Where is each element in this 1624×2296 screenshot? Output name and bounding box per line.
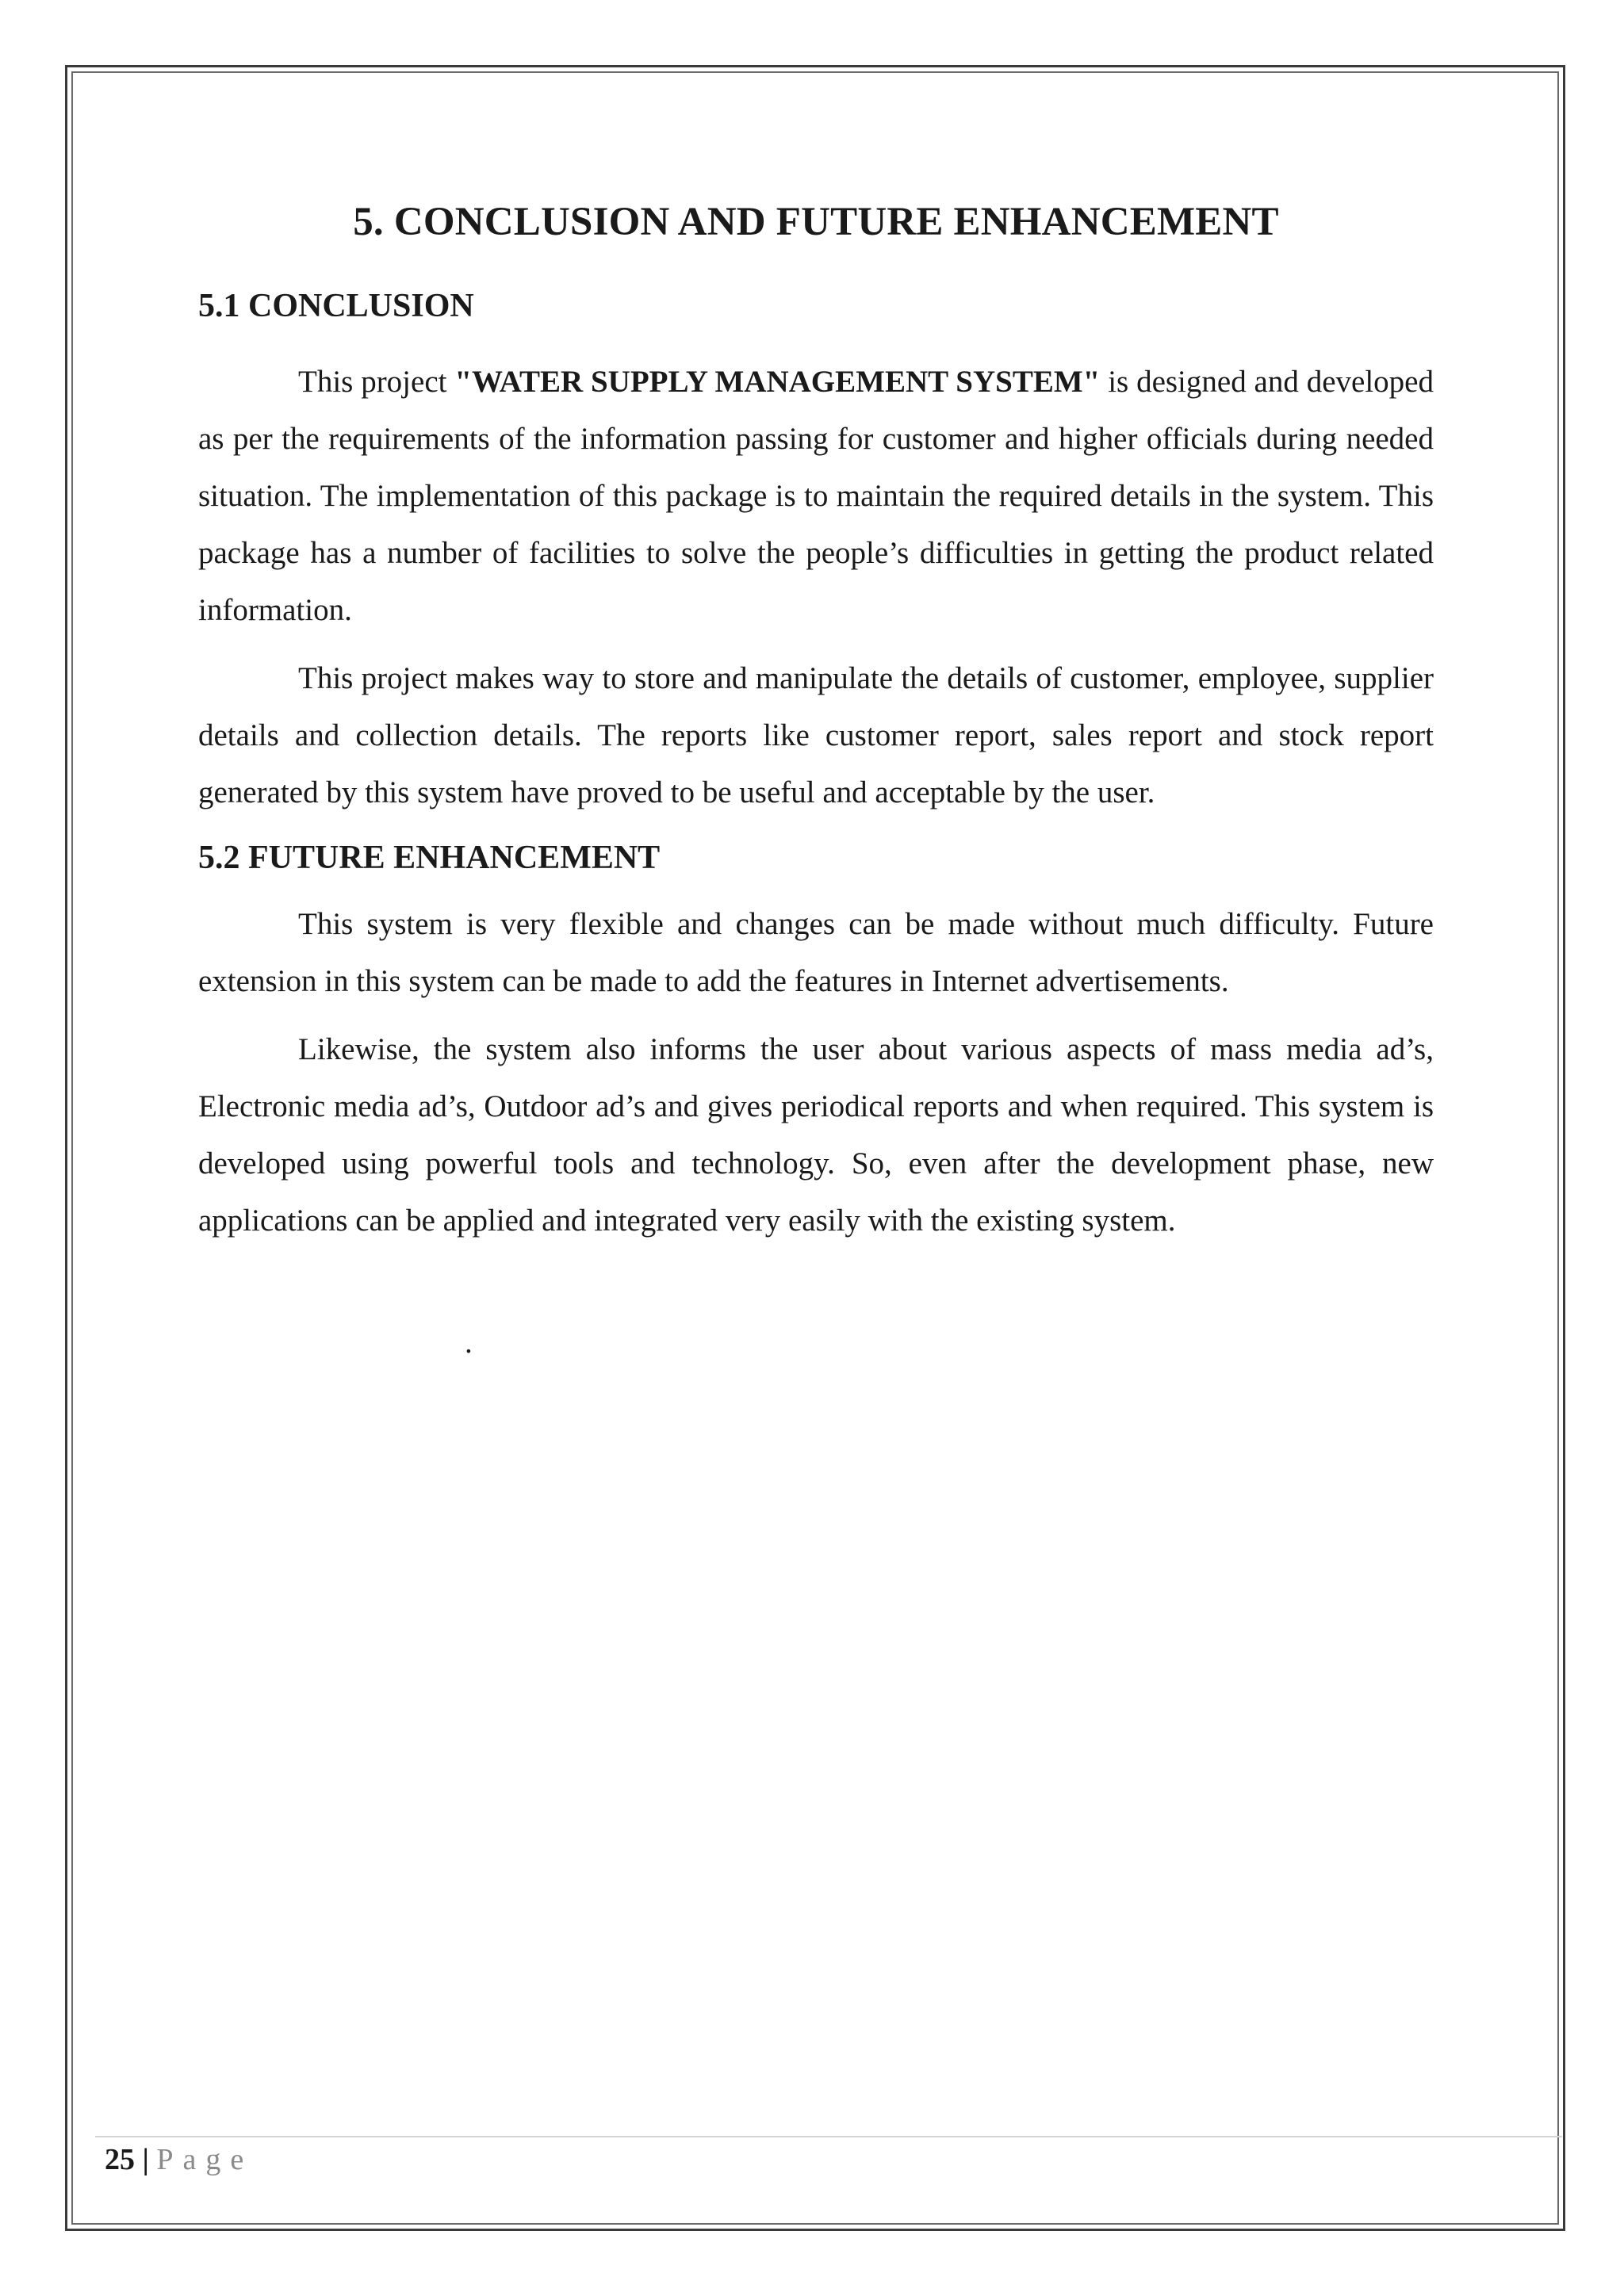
section-heading-future-enhancement: 5.2 FUTURE ENHANCEMENT xyxy=(198,840,661,876)
paragraph-future-1: This system is very flexible and changes can be made without much difficulty. Future extension in this system can be made to add the features in Internet advertisements. xyxy=(198,907,1434,998)
footer-divider xyxy=(95,2136,1562,2137)
section-heading-conclusion: 5.1 CONCLUSION xyxy=(198,288,474,324)
page-number: 25 xyxy=(105,2143,135,2176)
document-body xyxy=(198,187,1434,1249)
paragraph-future-2: Likewise, the system also informs the user about various aspects of mass media ad’s, Electronic media ad’s, Outdoor ad’s and gives periodical reports and when required. This system is developed using powerful tools and technology. So, even after the development phase, new applications can be applied and integrated very easily with the existing system. xyxy=(198,1032,1434,1238)
stray-period-mark: . xyxy=(465,1326,473,1360)
paragraph-conclusion-1 xyxy=(198,354,1434,639)
paragraph-conclusion-2: This project makes way to store and manipulate the details of customer, employee, supplier details and collection details. The reports like customer report, sales report and stock report generated by this system have proved to be useful and acceptable by the user. xyxy=(198,661,1434,809)
chapter-title: 5. CONCLUSION AND FUTURE ENHANCEMENT xyxy=(353,200,1279,244)
paragraph-text: is designed and developed as per the requirements of the information passing for customer and higher officials during needed situation. The implementation of this package is to maintain the required details in the system. This package has a number of facilities to solve the people’s difficulties in getting the product related information. xyxy=(198,365,1434,627)
page-footer xyxy=(105,2137,253,2182)
page-label: Page xyxy=(156,2143,254,2176)
project-name-emphasis: "WATER SUPPLY MANAGEMENT SYSTEM" xyxy=(454,365,1101,399)
paragraph-text: This project xyxy=(298,365,455,399)
page-separator: | xyxy=(142,2143,149,2176)
